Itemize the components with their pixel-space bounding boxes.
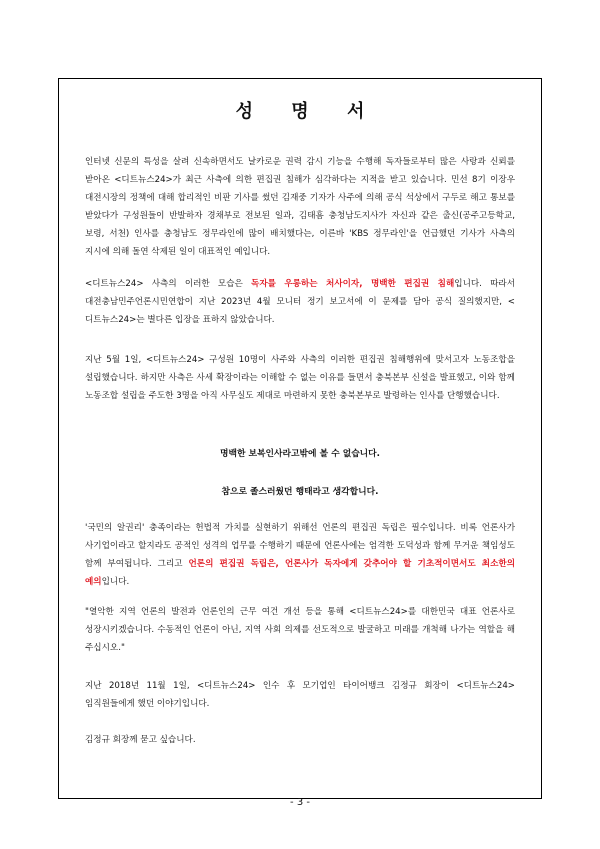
- paragraph-6: [85, 677, 515, 713]
- paragraph-2: [85, 275, 515, 329]
- paragraph-text: 인터넷 신문의 특성을 살려 신속하면서도 날카로운 권력 감시 기능을 수행해 독자들로부터 많은 사랑과 신뢰를 받아온 <디트뉴스24>가 최근 사측에 의한 편집권 침해가 심각하다는 지적을 받고 있습니다. 민선 8기 이장우 대전시장의 정책에 대해 합리적인 비판 기사를 썼던 김재중 기자가 사주에 의해 공식 석상에서 구두로 해고 통보를 받았다가 구성원들이 반발하자 경채부로 전보된 일과, 김태흠 충청남도지사가 자신과 같은 출신(공주고등학교, 보령, 서천) 인사를 충청남도 정무라인에 많이 배치했다는, 이른바 'KBS 정무라인'을 언급했던 기사가 사측의 지시에 의해 돌연 삭제된 일이 대표적인 예입니다.: [85, 157, 515, 257]
- paragraph-text: 김정규 회장께 묻고 싶습니다.: [85, 735, 196, 745]
- paragraph-1: [85, 153, 515, 261]
- paragraph-4: [85, 519, 515, 591]
- page-number: - 3 -: [290, 797, 310, 808]
- emphasis-line-2: 참으로 졸스러웠던 행태라고 생각합니다.: [221, 487, 379, 497]
- document-title: 성 명 서: [235, 101, 381, 122]
- paragraph-7: [85, 731, 515, 749]
- paragraph-text: 지난 2018년 11월 1일, <디트뉴스24> 인수 후 모기업인 타이어뱅크 김정규 회장이 <디트뉴스24> 임직원들에게 했던 이야기입니다.: [85, 681, 515, 709]
- emphasis-line-1: 명백한 보복인사라고밖에 볼 수 없습니다.: [219, 449, 381, 459]
- highlighted-text: 언론의 편집권 독립은, 언론사가 독자에게 갖추어야 할 기초적이면서도 최소한의 예의: [85, 559, 515, 587]
- paragraph-text: <디트뉴스24> 사측의 이러한 모습은: [85, 279, 252, 289]
- paragraph-text: "열악한 지역 언론의 발전과 언론인의 근무 여건 개선 등을 통해 <디트뉴스24>를 대한민국 대표 언론사로 성장시키겠습니다. 수동적인 언론이 아닌, 지역 사회 의제를 선도적으로 발굴하고 미래를 개척해 나가는 역할을 해 주십시오.": [85, 607, 515, 653]
- paragraph-3: [85, 351, 515, 405]
- document-frame: [58, 78, 542, 799]
- paragraph-text: 입니다.: [101, 577, 130, 587]
- highlighted-text: 독자를 우롱하는 처사이자, 명백한 편집권 침해: [251, 279, 455, 289]
- paragraph-text: '국민의 알권리' 충족이라는 헌법적 가치를 실현하기 위해선 언론의 편집권 독립은 필수입니다. 비록 언론사가 사기업이라고 할지라도 공적인 성격의 업무를 수행하기 때문에 언론사에는 엄격한 도덕성과 함께 무거운 책임성도 함께 부여됩니다. 그리고: [85, 523, 515, 569]
- paragraph-text: 지난 5월 1일, <디트뉴스24> 구성원 10명이 사주와 사측의 이러한 편집권 침해행위에 맞서고자 노동조합을 설립했습니다. 하지만 사측은 사세 확장이라는 이해할 수 없는 이유를 들면서 충북본부 신설을 발표했고, 이와 함께 노동조합 설립을 주도한 3명을 아직 사무실도 제대로 마련하지 못한 충북본부로 발령하는 인사를 단행했습니다.: [85, 355, 515, 401]
- paragraph-text: 입니다. 따라서 대전충남민주언론시민연합이 지난 2023년 4월 모니터 정기 보고서에 이 문제를 담아 공식 질의했지만, <디트뉴스24>는 별다른 입장을 표하지 않았습니다.: [85, 279, 515, 325]
- paragraph-5: [85, 603, 515, 657]
